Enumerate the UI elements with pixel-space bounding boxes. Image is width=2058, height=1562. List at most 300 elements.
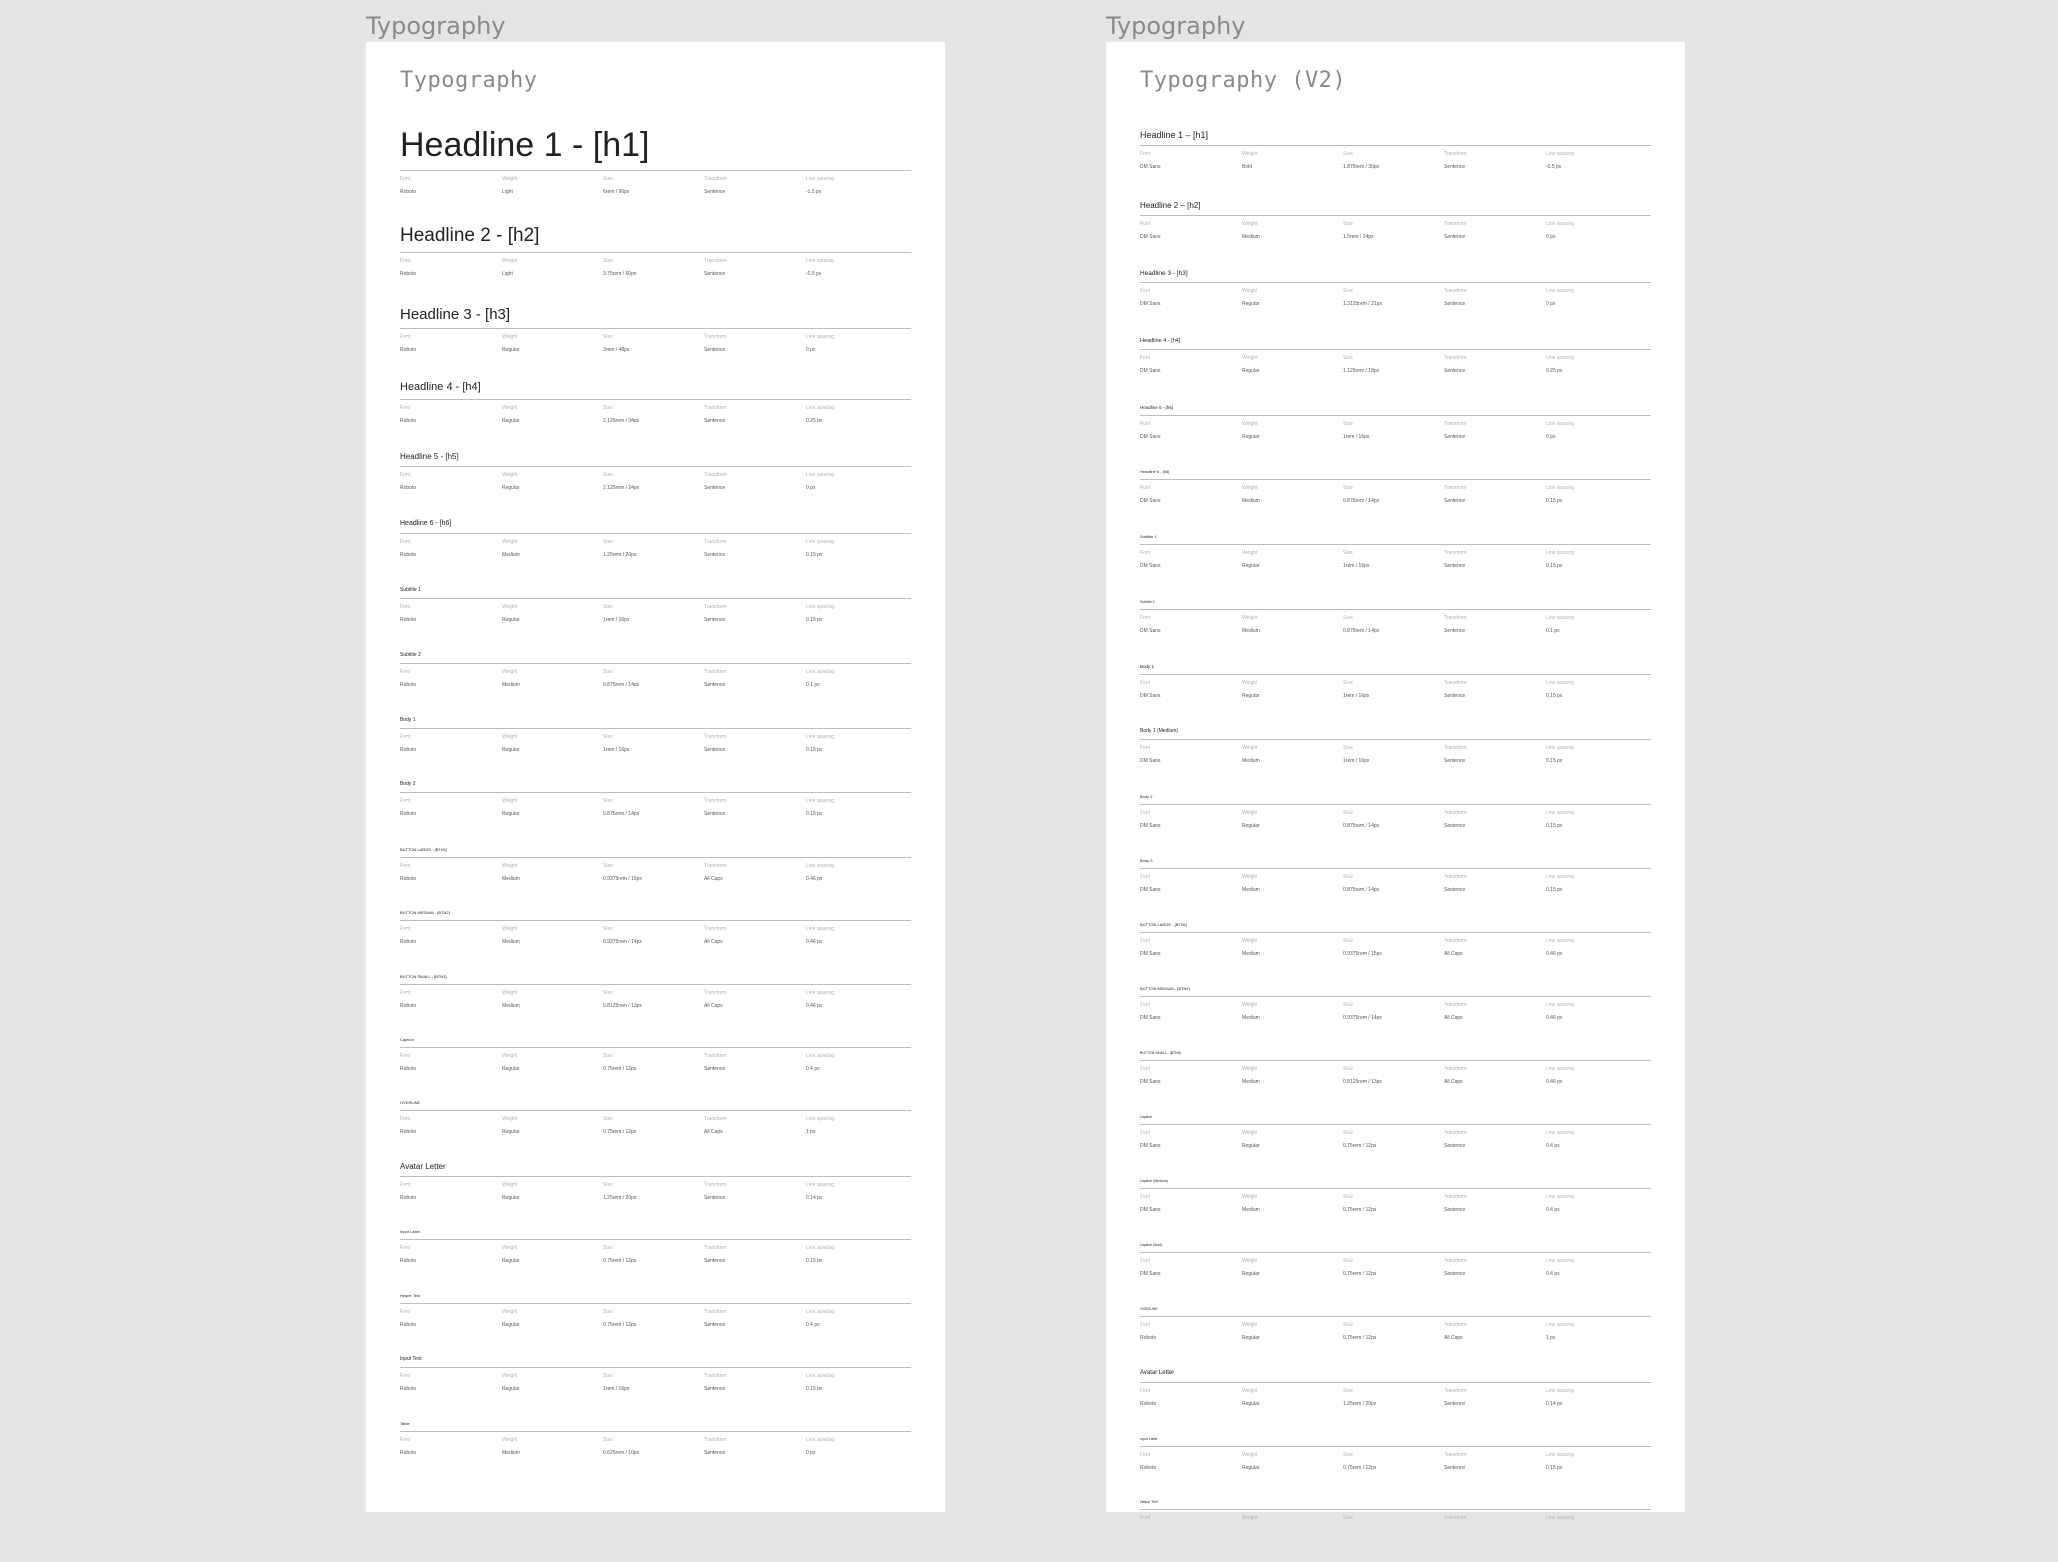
prop-line-spacing — [1546, 1002, 1646, 1021]
style-name: Headline 6 - [h6] — [400, 520, 452, 527]
weight-label: Weight — [1242, 1515, 1258, 1521]
transform-value: Sentence — [1444, 434, 1466, 440]
transform-value: Sentence — [704, 1258, 726, 1264]
prop-transform — [1444, 1388, 1544, 1407]
line-spacing-label: Line spacing — [806, 1437, 835, 1443]
prop-line-spacing — [806, 176, 906, 195]
font-value: DM Sans — [1140, 234, 1161, 240]
font-value: Roboto — [400, 1322, 417, 1328]
prop-weight — [1242, 1130, 1342, 1149]
weight-value: Regular — [502, 617, 520, 623]
transform-label: Transform — [704, 472, 727, 478]
font-value: DM Sans — [1140, 1015, 1161, 1021]
weight-label: Weight — [1242, 485, 1258, 491]
style-name: Avatar Letter — [400, 1162, 446, 1171]
prop-weight — [1242, 1002, 1342, 1021]
prop-line-spacing — [1546, 1258, 1646, 1277]
weight-value: Regular — [1242, 1401, 1260, 1407]
size-label: Size — [1343, 1515, 1353, 1521]
font-value: Roboto — [400, 1129, 417, 1135]
font-value: DM Sans — [1140, 301, 1161, 307]
prop-transform — [1444, 938, 1544, 957]
font-value: DM Sans — [1140, 823, 1161, 829]
style-name: Headline 2 – [h2] — [1140, 201, 1201, 210]
font-label: Font — [400, 1437, 411, 1443]
style-name: Helper Text — [1140, 1500, 1158, 1504]
weight-label: Weight — [502, 669, 518, 675]
prop-size — [1343, 1515, 1443, 1528]
style-name: Input Text — [400, 1356, 422, 1362]
prop-size — [1343, 485, 1443, 504]
prop-line-spacing — [1546, 1388, 1646, 1407]
font-label: Font — [1140, 615, 1151, 621]
weight-value: Regular — [1242, 1143, 1260, 1149]
prop-line-spacing — [1546, 288, 1646, 307]
transform-value: Sentence — [704, 1322, 726, 1328]
transform-value: Sentence — [704, 747, 726, 753]
weight-label: Weight — [1242, 615, 1258, 621]
line-spacing-label: Line spacing — [1546, 1130, 1575, 1136]
prop-size — [603, 1373, 703, 1392]
weight-label: Weight — [502, 1437, 518, 1443]
prop-font — [1140, 485, 1240, 504]
transform-value: Sentence — [1444, 498, 1466, 504]
line-spacing-label: Line spacing — [806, 405, 835, 411]
weight-value: Medium — [1242, 1015, 1260, 1021]
divider — [1140, 282, 1651, 283]
line-spacing-label: Line spacing — [1546, 938, 1575, 944]
prop-size — [603, 472, 703, 491]
prop-font — [400, 1053, 500, 1072]
prop-transform — [1444, 1066, 1544, 1085]
style-name: Body 1 — [400, 717, 416, 723]
prop-transform — [1444, 1322, 1544, 1341]
size-label: Size — [603, 926, 613, 932]
style-properties — [400, 1309, 911, 1339]
font-value: DM Sans — [1140, 1271, 1161, 1277]
frame-title: Typography — [400, 68, 538, 93]
size-label: Size — [603, 1182, 613, 1188]
prop-line-spacing — [806, 1182, 906, 1201]
prop-weight — [502, 798, 602, 817]
weight-label: Weight — [1242, 680, 1258, 686]
font-value: DM Sans — [1140, 1207, 1161, 1213]
transform-label: Transform — [704, 1309, 727, 1315]
line-spacing-value: 0.15 px — [806, 811, 823, 817]
divider — [400, 328, 911, 329]
font-value: DM Sans — [1140, 758, 1161, 764]
font-label: Font — [1140, 288, 1151, 294]
transform-value: Sentence — [1444, 628, 1466, 634]
divider — [1140, 609, 1651, 610]
prop-transform — [704, 1309, 804, 1328]
prop-size — [603, 1182, 703, 1201]
style-name: Body 2 — [400, 781, 416, 787]
transform-value: Sentence — [1444, 301, 1466, 307]
style-properties — [400, 1116, 911, 1146]
font-value: Roboto — [400, 811, 417, 817]
transform-value: All Caps — [704, 1129, 723, 1135]
prop-weight — [1242, 1258, 1342, 1277]
prop-size — [1343, 1452, 1443, 1471]
transform-label: Transform — [1444, 810, 1467, 816]
weight-value: Medium — [502, 939, 520, 945]
weight-label: Weight — [502, 604, 518, 610]
font-value: DM Sans — [1140, 368, 1161, 374]
size-label: Size — [1343, 421, 1353, 427]
divider — [1140, 1188, 1651, 1189]
style-name: Headline 4 - [h4] — [1140, 338, 1181, 344]
prop-line-spacing — [1546, 221, 1646, 240]
font-value: DM Sans — [1140, 563, 1161, 569]
size-value: 1.25rem / 20px — [603, 552, 637, 558]
line-spacing-label: Line spacing — [806, 334, 835, 340]
size-value: 2.125rem / 34px — [603, 418, 640, 424]
size-label: Size — [603, 990, 613, 996]
prop-transform — [704, 798, 804, 817]
prop-transform — [1444, 1130, 1544, 1149]
divider — [1140, 1316, 1651, 1317]
font-label: Font — [400, 176, 411, 182]
prop-font — [1140, 1452, 1240, 1471]
prop-size — [1343, 355, 1443, 374]
prop-transform — [1444, 1002, 1544, 1021]
weight-value: Regular — [1242, 1271, 1260, 1277]
prop-line-spacing — [806, 1437, 906, 1456]
prop-font — [400, 472, 500, 491]
style-properties — [1140, 874, 1651, 904]
size-label: Size — [603, 472, 613, 478]
prop-size — [603, 798, 703, 817]
divider — [1140, 868, 1651, 869]
prop-transform — [704, 734, 804, 753]
transform-value: All Caps — [704, 939, 723, 945]
prop-transform — [704, 1053, 804, 1072]
size-value: 0.875rem / 14px — [603, 811, 640, 817]
transform-label: Transform — [1444, 1322, 1467, 1328]
prop-weight — [1242, 151, 1342, 170]
style-properties — [400, 405, 911, 435]
size-label: Size — [1343, 485, 1353, 491]
size-label: Size — [1343, 1066, 1353, 1072]
prop-size — [1343, 1194, 1443, 1213]
prop-size — [1343, 938, 1443, 957]
line-spacing-value: 0.15 px — [1546, 563, 1563, 569]
prop-transform — [704, 1245, 804, 1264]
weight-label: Weight — [502, 1182, 518, 1188]
line-spacing-label: Line spacing — [1546, 615, 1575, 621]
transform-value: Sentence — [704, 1195, 726, 1201]
line-spacing-label: Line spacing — [806, 258, 835, 264]
size-label: Size — [603, 1245, 613, 1251]
style-properties — [1140, 1130, 1651, 1160]
size-value: 1.875rem / 30px — [1343, 164, 1380, 170]
size-label: Size — [603, 1309, 613, 1315]
size-label: Size — [1343, 1002, 1353, 1008]
style-name: Body 2 — [1140, 794, 1153, 799]
size-value: 0.9375rem / 15px — [603, 876, 642, 882]
weight-value: Medium — [1242, 887, 1260, 893]
size-value: 0.75rem / 12px — [603, 1258, 637, 1264]
prop-transform — [1444, 615, 1544, 634]
style-properties — [400, 604, 911, 634]
prop-size — [1343, 615, 1443, 634]
size-label: Size — [1343, 355, 1353, 361]
prop-transform — [1444, 221, 1544, 240]
weight-label: Weight — [502, 472, 518, 478]
transform-label: Transform — [1444, 221, 1467, 227]
prop-size — [603, 1245, 703, 1264]
font-value: DM Sans — [1140, 628, 1161, 634]
line-spacing-label: Line spacing — [1546, 680, 1575, 686]
font-label: Font — [400, 734, 411, 740]
style-name: Subtitle 2 — [400, 652, 421, 658]
size-label: Size — [1343, 1322, 1353, 1328]
weight-value: Regular — [1242, 693, 1260, 699]
weight-label: Weight — [1242, 1194, 1258, 1200]
weight-value: Medium — [502, 682, 520, 688]
prop-size — [603, 1309, 703, 1328]
prop-size — [603, 176, 703, 195]
prop-font — [400, 1437, 500, 1456]
divider — [400, 1176, 911, 1177]
line-spacing-label: Line spacing — [806, 1373, 835, 1379]
size-value: 0.75rem / 12px — [1343, 1143, 1377, 1149]
line-spacing-value: 0.15 px — [1546, 823, 1563, 829]
transform-value: All Caps — [704, 876, 723, 882]
style-name: Input Label — [400, 1229, 420, 1234]
transform-value: Sentence — [704, 552, 726, 558]
size-label: Size — [603, 798, 613, 804]
prop-transform — [1444, 680, 1544, 699]
font-label: Font — [400, 405, 411, 411]
weight-label: Weight — [1242, 874, 1258, 880]
prop-size — [603, 990, 703, 1009]
transform-value: Sentence — [1444, 693, 1466, 699]
weight-value: Regular — [502, 747, 520, 753]
prop-font — [1140, 288, 1240, 307]
style-properties — [1140, 1515, 1651, 1545]
line-spacing-value: 0.46 px — [1546, 1079, 1563, 1085]
line-spacing-value: 0.15 px — [806, 1258, 823, 1264]
size-value: 0.875rem / 14px — [1343, 628, 1380, 634]
prop-font — [400, 604, 500, 623]
weight-value: Regular — [502, 1195, 520, 1201]
style-properties — [1140, 1322, 1651, 1352]
weight-label: Weight — [502, 1373, 518, 1379]
divider — [400, 663, 911, 664]
font-label: Font — [400, 1245, 411, 1251]
prop-weight — [1242, 938, 1342, 957]
prop-weight — [502, 1182, 602, 1201]
prop-size — [1343, 550, 1443, 569]
weight-value: Medium — [1242, 498, 1260, 504]
divider — [400, 920, 911, 921]
line-spacing-label: Line spacing — [1546, 1194, 1575, 1200]
divider — [400, 792, 911, 793]
font-label: Font — [1140, 810, 1151, 816]
prop-size — [603, 926, 703, 945]
prop-font — [1140, 221, 1240, 240]
prop-font — [1140, 421, 1240, 440]
weight-label: Weight — [502, 176, 518, 182]
font-label: Font — [400, 258, 411, 264]
prop-transform — [704, 604, 804, 623]
size-label: Size — [603, 539, 613, 545]
style-properties — [1140, 1194, 1651, 1224]
prop-transform — [704, 539, 804, 558]
frame-label[interactable]: Typography — [366, 12, 506, 40]
size-value: 0.75rem / 12px — [603, 1066, 637, 1072]
weight-value: Medium — [1242, 758, 1260, 764]
transform-value: Sentence — [1444, 1207, 1466, 1213]
weight-label: Weight — [1242, 1322, 1258, 1328]
prop-size — [1343, 680, 1443, 699]
prop-transform — [704, 990, 804, 1009]
prop-transform — [1444, 288, 1544, 307]
divider — [1140, 739, 1651, 740]
style-properties — [1140, 1002, 1651, 1032]
size-value: 0.625rem / 10px — [603, 1450, 640, 1456]
transform-value: All Caps — [704, 1003, 723, 1009]
prop-weight — [1242, 1515, 1342, 1528]
divider — [400, 1367, 911, 1368]
font-label: Font — [1140, 1388, 1151, 1394]
prop-transform — [704, 1182, 804, 1201]
size-value: 0.875rem / 14px — [1343, 887, 1380, 893]
transform-value: Sentence — [704, 811, 726, 817]
prop-weight — [1242, 550, 1342, 569]
style-properties — [1140, 1452, 1651, 1482]
font-value: Roboto — [400, 1195, 417, 1201]
line-spacing-value: 0.15 px — [1546, 498, 1563, 504]
line-spacing-value: 0.1 px — [1546, 628, 1560, 634]
prop-font — [1140, 1388, 1240, 1407]
transform-label: Transform — [704, 1053, 727, 1059]
line-spacing-label: Line spacing — [806, 669, 835, 675]
weight-label: Weight — [1242, 1388, 1258, 1394]
transform-label: Transform — [704, 604, 727, 610]
prop-size — [603, 539, 703, 558]
style-name: Table — [400, 1421, 410, 1426]
transform-value: Sentence — [704, 617, 726, 623]
size-value: 0.75rem / 12px — [603, 1129, 637, 1135]
line-spacing-label: Line spacing — [806, 472, 835, 478]
transform-label: Transform — [704, 1245, 727, 1251]
transform-value: Sentence — [1444, 887, 1466, 893]
line-spacing-label: Line spacing — [806, 604, 835, 610]
frame-label-v2[interactable]: Typography — [1106, 12, 1246, 40]
divider — [1140, 1382, 1651, 1383]
weight-label: Weight — [502, 1116, 518, 1122]
weight-value: Regular — [1242, 1465, 1260, 1471]
weight-value: Regular — [1242, 368, 1260, 374]
transform-value: All Caps — [1444, 1079, 1463, 1085]
font-value: DM Sans — [1140, 1079, 1161, 1085]
weight-label: Weight — [502, 405, 518, 411]
transform-value: Sentence — [1444, 234, 1466, 240]
style-properties — [1140, 288, 1651, 318]
size-value: 1.125rem / 18px — [1343, 368, 1380, 374]
prop-font — [1140, 355, 1240, 374]
font-value: Roboto — [400, 485, 417, 491]
prop-font — [400, 798, 500, 817]
line-spacing-label: Line spacing — [806, 1053, 835, 1059]
font-label: Font — [1140, 550, 1151, 556]
prop-weight — [1242, 288, 1342, 307]
line-spacing-value: 0.15 px — [1546, 1465, 1563, 1471]
font-label: Font — [1140, 1194, 1151, 1200]
line-spacing-value: 0.46 px — [806, 1003, 823, 1009]
font-value: Roboto — [400, 876, 417, 882]
prop-line-spacing — [1546, 615, 1646, 634]
prop-size — [603, 604, 703, 623]
style-name: Helper Text — [400, 1293, 421, 1298]
line-spacing-label: Line spacing — [806, 798, 835, 804]
style-properties — [1140, 938, 1651, 968]
prop-weight — [502, 926, 602, 945]
prop-size — [603, 258, 703, 277]
prop-line-spacing — [1546, 485, 1646, 504]
style-name: OVERLINE — [400, 1100, 421, 1105]
line-spacing-value: 0 px — [806, 485, 816, 491]
prop-font — [400, 176, 500, 195]
style-properties — [1140, 810, 1651, 840]
weight-value: Medium — [502, 552, 520, 558]
size-label: Size — [603, 1437, 613, 1443]
prop-line-spacing — [1546, 421, 1646, 440]
line-spacing-label: Line spacing — [806, 734, 835, 740]
prop-size — [1343, 1322, 1443, 1341]
transform-label: Transform — [1444, 1130, 1467, 1136]
transform-label: Transform — [1444, 680, 1467, 686]
divider — [400, 1303, 911, 1304]
weight-value: Regular — [502, 1322, 520, 1328]
style-properties — [400, 1437, 911, 1467]
size-label: Size — [1343, 1130, 1353, 1136]
transform-label: Transform — [704, 734, 727, 740]
line-spacing-label: Line spacing — [1546, 1388, 1575, 1394]
size-label: Size — [1343, 938, 1353, 944]
transform-label: Transform — [1444, 1452, 1467, 1458]
prop-weight — [1242, 1194, 1342, 1213]
font-label: Font — [1140, 355, 1151, 361]
style-properties — [400, 926, 911, 956]
weight-label: Weight — [502, 926, 518, 932]
prop-size — [603, 669, 703, 688]
transform-value: Sentence — [704, 347, 726, 353]
transform-label: Transform — [1444, 485, 1467, 491]
size-label: Size — [1343, 1452, 1353, 1458]
prop-line-spacing — [806, 1245, 906, 1264]
size-value: 0.8125rem / 13px — [1343, 1079, 1382, 1085]
line-spacing-label: Line spacing — [806, 1245, 835, 1251]
transform-value: All Caps — [1444, 951, 1463, 957]
prop-size — [603, 734, 703, 753]
transform-value: Sentence — [704, 1450, 726, 1456]
divider — [1140, 415, 1651, 416]
prop-weight — [1242, 421, 1342, 440]
prop-font — [400, 1373, 500, 1392]
line-spacing-label: Line spacing — [1546, 1322, 1575, 1328]
weight-label: Weight — [1242, 288, 1258, 294]
prop-line-spacing — [1546, 680, 1646, 699]
line-spacing-value: -1.5 px — [806, 189, 822, 195]
prop-transform — [1444, 550, 1544, 569]
style-name: Headline 3 - [h3] — [1140, 270, 1188, 277]
prop-weight — [502, 258, 602, 277]
style-properties — [400, 863, 911, 893]
